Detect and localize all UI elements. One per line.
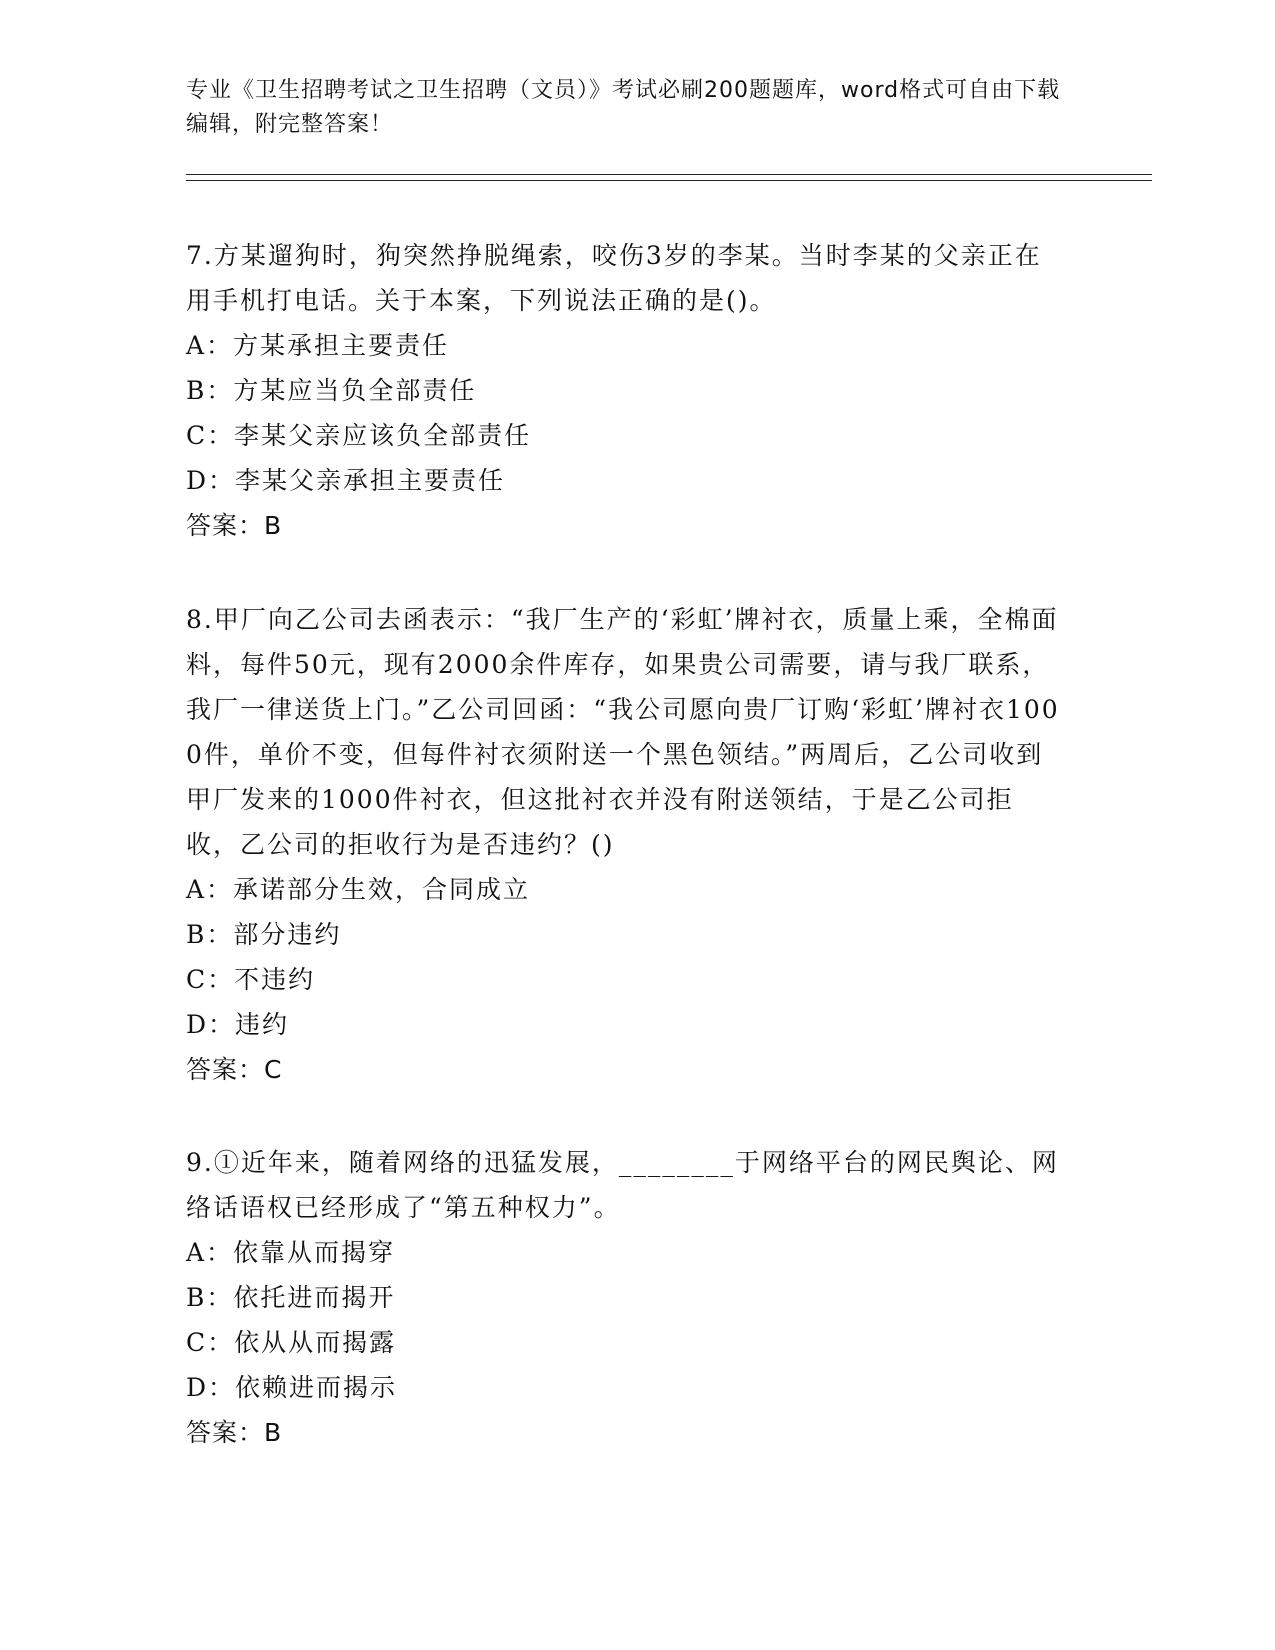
header-divider-top	[186, 174, 1152, 175]
question-text: 9.①近年来，随着网络的迅猛发展，________于网络平台的网民舆论、网络话语权已经形成了“第五种权力”。	[186, 1148, 1059, 1222]
option-c: C：李某父亲应该负全部责任	[186, 421, 532, 450]
question-7	[186, 233, 1066, 548]
question-text: 8.甲厂向乙公司去函表示：“我厂生产的‘彩虹’牌衬衣，质量上乘，全棉面料，每件50元，现有2000余件库存，如果贵公司需要，请与我厂联系，我厂一律送货上门。”乙公司回函：“我公司愿向贵厂订购‘彩虹’牌衬衣1000件，单价不变，但每件衬衣须附送一个黑色领结。”两周后，乙公司收到甲厂发来的1000件衬衣，但这批衬衣并没有附送领结，于是乙公司拒收，乙公司的拒收行为是否违约？()	[186, 605, 1060, 859]
document-header: 专业《卫生招聘考试之卫生招聘（文员）》考试必刷200题题库，word格式可自由下载编辑，附完整答案！	[186, 78, 1061, 137]
option-b: B：部分违约	[186, 920, 342, 949]
question-8	[186, 597, 1066, 1092]
option-b: B：方某应当负全部责任	[186, 376, 477, 405]
option-d: D：依赖进而揭示	[186, 1373, 398, 1402]
answer-line: 答案：B	[186, 511, 283, 540]
option-d: D：违约	[186, 1010, 290, 1039]
header-divider-bottom	[186, 180, 1152, 181]
option-c: C：依从从而揭露	[186, 1328, 397, 1357]
answer-line: 答案：C	[186, 1055, 283, 1084]
question-9	[186, 1140, 1066, 1455]
option-a: A：承诺部分生效，合同成立	[186, 875, 531, 904]
option-d: D：李某父亲承担主要责任	[186, 466, 506, 495]
option-a: A：方某承担主要责任	[186, 331, 450, 360]
option-a: A：依靠从而揭穿	[186, 1238, 396, 1267]
option-b: B：依托进而揭开	[186, 1283, 396, 1312]
question-text: 7.方某遛狗时，狗突然挣脱绳索，咬伤3岁的李某。当时李某的父亲正在用手机打电话。关于本案，下列说法正确的是()。	[186, 241, 1042, 315]
answer-line: 答案：B	[186, 1418, 283, 1447]
option-c: C：不违约	[186, 965, 316, 994]
